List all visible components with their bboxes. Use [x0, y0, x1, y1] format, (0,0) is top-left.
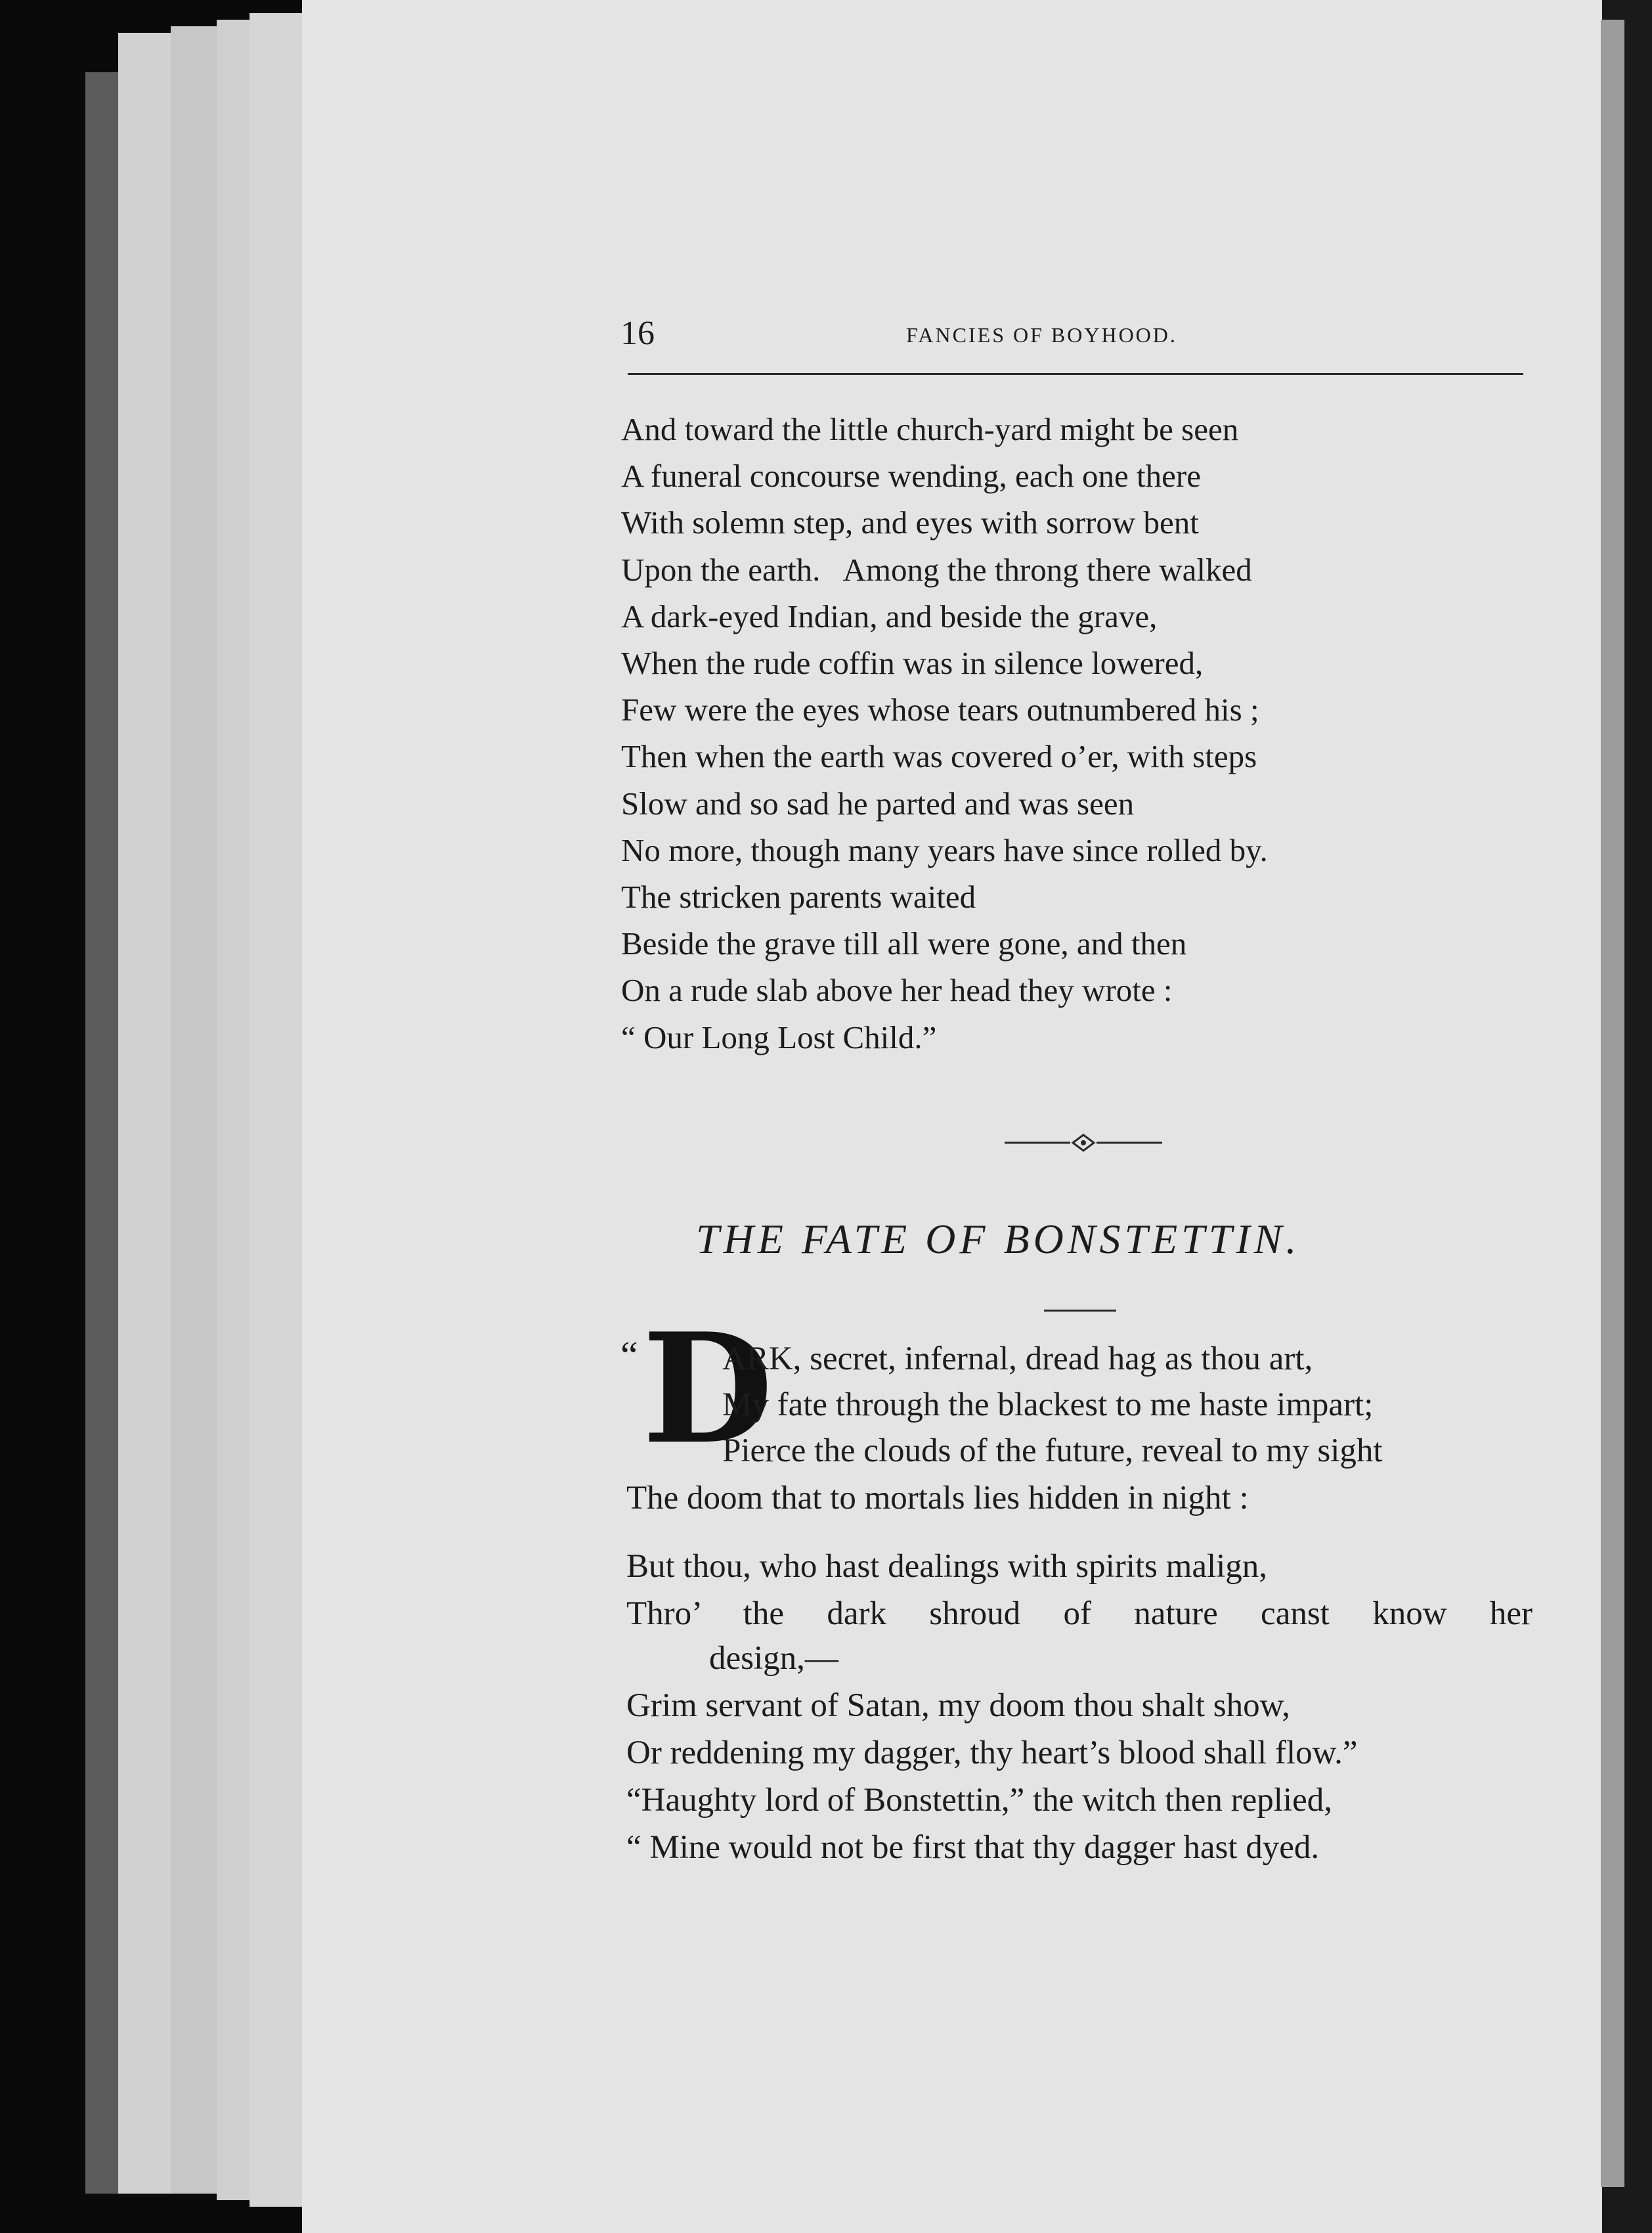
- running-title: FANCIES OF BOYHOOD.: [906, 323, 1177, 347]
- verse-line: “Haughty lord of Bonstettin,” the witch then replied,: [626, 1782, 1332, 1819]
- book-page: [302, 0, 1602, 2233]
- verse-line: Slow and so sad he parted and was seen: [621, 785, 1135, 822]
- verse-line: My fate through the blackest to me haste impart;: [722, 1386, 1374, 1423]
- verse-line: ARK, secret, infernal, dread hag as thou art,: [722, 1340, 1313, 1377]
- verse-line: When the rude coffin was in silence lowered,: [621, 645, 1204, 682]
- header-rule: [628, 373, 1523, 375]
- poem-title: THE FATE OF BONSTETTIN.: [696, 1216, 1301, 1262]
- verse-line: Upon the earth. Among the throng there walked: [621, 551, 1252, 588]
- verse-line: Grim servant of Satan, my doom thou shalt show,: [626, 1687, 1290, 1724]
- verse-line: No more, though many years have since rolled by.: [621, 831, 1268, 868]
- title-rule: [1044, 1310, 1116, 1312]
- stanza-one: [621, 406, 1268, 1061]
- verse-line: Few were the eyes whose tears outnumbered his ;: [621, 692, 1259, 728]
- verse-line: design,—: [709, 1640, 838, 1677]
- verse-line: Beside the grave till all were gone, and then: [621, 925, 1187, 962]
- verse-line: And toward the little church-yard might be seen: [621, 411, 1239, 447]
- verse-line: Then when the earth was covered o’er, with steps: [621, 738, 1257, 775]
- verse-line: Or reddening my dagger, thy heart’s blood shall flow.”: [626, 1735, 1358, 1771]
- opening-quote: “: [620, 1334, 638, 1377]
- verse-line: “ Mine would not be first that thy dagger hast dyed.: [626, 1829, 1320, 1866]
- right-page-edge: [1601, 20, 1624, 2187]
- verse-line: The doom that to mortals lies hidden in night :: [626, 1480, 1249, 1516]
- page-number: 16: [620, 315, 655, 352]
- verse-line: But thou, who hast dealings with spirits malign,: [626, 1548, 1268, 1585]
- verse-line: On a rude slab above her head they wrote :: [621, 972, 1173, 1009]
- drop-cap-letter: D: [642, 1300, 773, 1478]
- verse-line: A dark-eyed Indian, and beside the grave,: [621, 598, 1158, 634]
- verse-line: With solemn step, and eyes with sorrow bent: [621, 504, 1199, 541]
- verse-line: The stricken parents waited: [621, 879, 976, 916]
- section-ornament: [1005, 1130, 1162, 1156]
- verse-line: Pierce the clouds of the future, reveal to my sight: [722, 1432, 1383, 1469]
- verse-line: Thro’ the dark shroud of nature canst know her: [626, 1595, 1532, 1632]
- verse-line: “ Our Long Lost Child.”: [621, 1019, 937, 1055]
- verse-line: A funeral concourse wending, each one there: [621, 458, 1201, 495]
